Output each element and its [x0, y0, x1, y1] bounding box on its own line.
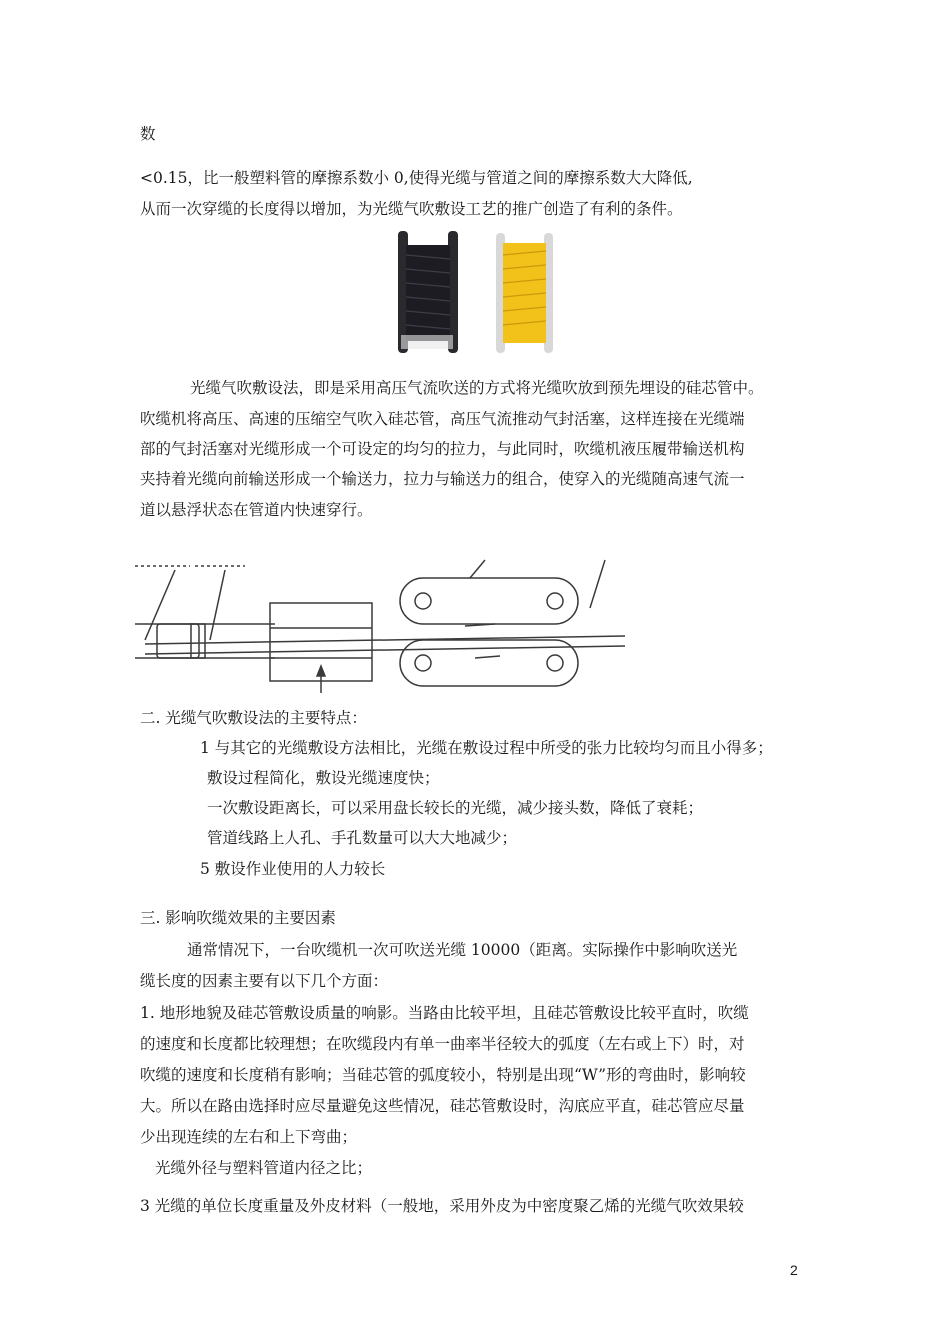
- text-line: 的速度和长度都比较理想；在吹缆段内有单一曲率半径较大的弧度（左右或上下）时，对: [140, 1035, 745, 1053]
- text-line: 光缆气吹敷设法，即是采用高压气流吹送的方式将光缆吹放到预先埋设的硅芯管中。: [190, 379, 764, 397]
- text-line: 通常情况下，一台吹缆机一次可吹送光缆 10000（距离。实际操作中影响吹送光: [187, 941, 738, 959]
- black-cable-reel: [398, 231, 458, 353]
- text-line: 吹缆的速度和长度稍有影响；当硅芯管的弧度较小，特别是出现“W”形的弯曲时，影响较: [140, 1066, 746, 1084]
- text-line: 道以悬浮状态在管道内快速穿行。: [140, 501, 373, 519]
- list-item: 5 敷设作业使用的人力较长: [200, 860, 386, 878]
- list-item: 一次敷设距离长，可以采用盘长较长的光缆，减少接头数，降低了衰耗；: [207, 799, 704, 817]
- text-line: 光缆外径与塑料管道内径之比；: [155, 1159, 373, 1177]
- text-line: 吹缆机将高压、高速的压缩空气吹入硅芯管，高压气流推动气封活塞，这样连接在光缆端: [140, 410, 745, 428]
- text-line: 3 光缆的单位长度重量及外皮材料（一般地，采用外皮为中密度聚乙烯的光缆气吹效果较: [140, 1197, 744, 1215]
- cable-reels-photo: [392, 225, 562, 365]
- text-line: 大。所以在路由选择时应尽量避免这些情况，硅芯管敷设时，沟底应平直，硅芯管应尽量: [140, 1097, 745, 1115]
- text-line: 从而一次穿缆的长度得以增加，为光缆气吹敷设工艺的推广创造了有利的条件。: [140, 200, 683, 218]
- text-line: 少出现连续的左右和上下弯曲；: [140, 1128, 358, 1146]
- section-heading: 二. 光缆气吹敷设法的主要特点：: [140, 709, 367, 727]
- cable-blowing-machine-diagram: [135, 548, 635, 698]
- text-line: 数: [140, 125, 156, 143]
- text-line: 缆长度的因素主要有以下几个方面：: [140, 972, 389, 990]
- yellow-cable-reel: [496, 233, 553, 353]
- list-item: 1 与其它的光缆敷设方法相比，光缆在敷设过程中所受的张力比较均匀而且小得多；: [200, 739, 773, 757]
- text-line: 夹持着光缆向前输送形成一个输送力，拉力与输送力的组合，使穿入的光缆随高速气流一: [140, 470, 745, 488]
- page-number: 2: [790, 1262, 798, 1278]
- text-line: 部的气封活塞对光缆形成一个可设定的均匀的拉力，与此同时，吹缆机液压履带输送机构: [140, 440, 745, 458]
- text-line: 1. 地形地貌及硅芯管敷设质量的响影。当路由比较平坦，且硅芯管敷设比较平直时，吹缆: [140, 1004, 749, 1022]
- list-item: 管道线路上人孔、手孔数量可以大大地减少；: [207, 829, 518, 847]
- list-item: 敷设过程简化，敷设光缆速度快；: [207, 769, 440, 787]
- section-heading: 三. 影响吹缆效果的主要因素: [140, 909, 336, 927]
- text-line: <0.15，比一般塑料管的摩擦系数小 0,使得光缆与管道之间的摩擦系数大大降低,: [140, 169, 693, 187]
